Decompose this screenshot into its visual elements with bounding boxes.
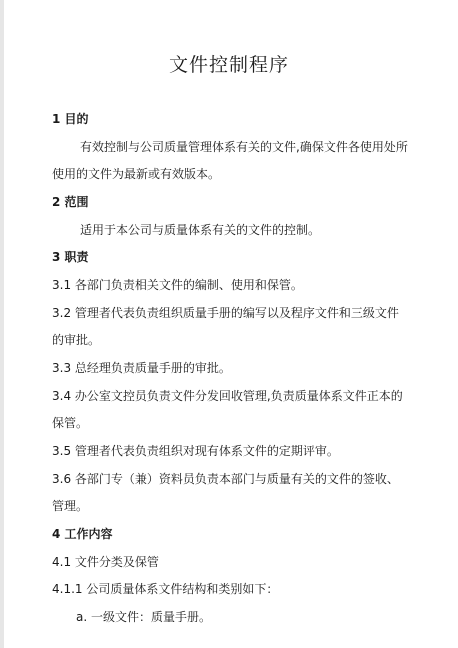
- list-item: a. 一级文件：质量手册。: [76, 610, 211, 624]
- paragraph-line: 适用于本公司与质量体系有关的文件的控制。: [80, 223, 321, 237]
- section-heading-purpose: 1 目的: [52, 112, 89, 126]
- section-heading-work-content: 4 工作内容: [52, 527, 113, 541]
- paragraph-line: 4.1 文件分类及保管: [52, 555, 159, 569]
- paragraph-line: 3.2 管理者代表负责组织质量手册的编写以及程序文件和三级文件: [52, 306, 399, 320]
- paragraph-line: 4.1.1 公司质量体系文件结构和类别如下：: [52, 582, 279, 596]
- paragraph-line: 3.4 办公室文控员负责文件分发回收管理,负责质量体系文件正本的: [52, 389, 403, 403]
- paragraph-line: 使用的文件为最新或有效版本。: [52, 167, 221, 181]
- paragraph-line: 3.5 管理者代表负责组织对现有体系文件的定期评审。: [52, 444, 339, 458]
- paragraph-line: 管理。: [52, 499, 89, 513]
- paragraph-line: 3.6 各部门专（兼）资料员负责本部门与质量有关的文件的签收、: [52, 472, 399, 486]
- paragraph-line: 的审批。: [52, 333, 101, 347]
- section-heading-responsibilities: 3 职责: [52, 250, 89, 264]
- paragraph-line: 3.3 总经理负责质量手册的审批。: [52, 361, 231, 375]
- page-title: 文件控制程序: [168, 54, 289, 76]
- paragraph-line: 3.1 各部门负责相关文件的编制、使用和保管。: [52, 278, 303, 292]
- page-margin-edge: [0, 0, 4, 648]
- paragraph-line: 有效控制与公司质量管理体系有关的文件,确保文件各使用处所: [80, 140, 408, 154]
- section-heading-scope: 2 范围: [52, 195, 89, 209]
- paragraph-line: 保管。: [52, 416, 89, 430]
